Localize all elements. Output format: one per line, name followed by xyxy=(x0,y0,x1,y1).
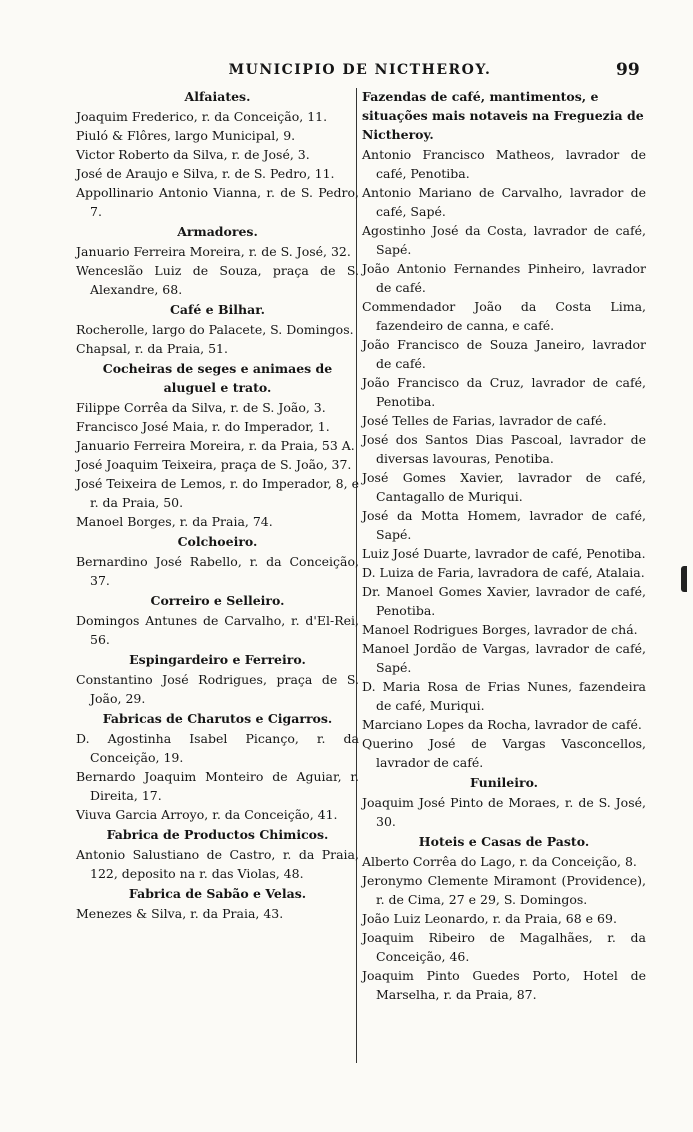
directory-entry: José Gomes Xavier, lavrador de café, Cantagallo de Muriqui. xyxy=(362,470,646,504)
section-heading: Colchoeiro. xyxy=(177,534,258,549)
directory-entry: Jeronymo Clemente Miramont (Providence), r. de Cima, 27 e 29, S. Domingos. xyxy=(362,873,646,907)
section-heading: Fabrica de Productos Chimicos. xyxy=(106,827,329,842)
directory-entry: Constantino José Rodrigues, praça de S. João, 29. xyxy=(76,672,359,706)
left-column xyxy=(76,86,359,923)
section-heading: Correiro e Selleiro. xyxy=(150,593,285,608)
directory-entry: Appollinario Antonio Vianna, r. de S. Pedro, 7. xyxy=(76,185,359,219)
directory-entry: Luiz José Duarte, lavrador de café, Penotiba. xyxy=(362,546,646,561)
directory-entry: Domingos Antunes de Carvalho, r. d'El-Rei, 56. xyxy=(76,613,359,647)
section-heading: Espingardeiro e Ferreiro. xyxy=(129,652,306,667)
directory-entry: Marciano Lopes da Rocha, lavrador de café. xyxy=(362,717,642,732)
directory-entry: Joaquim Frederico, r. da Conceição, 11. xyxy=(76,109,328,124)
directory-entry: Januario Ferreira Moreira, r. de S. José, 32. xyxy=(76,244,351,259)
directory-entry: Commendador João da Costa Lima, fazendeiro de canna, e café. xyxy=(362,299,646,333)
section-heading: Fabricas de Charutos e Cigarros. xyxy=(102,711,333,726)
directory-entry: João Francisco de Souza Janeiro, lavrador de café. xyxy=(362,337,646,371)
directory-entry: Antonio Salustiano de Castro, r. da Praia, 122, deposito na r. das Violas, 48. xyxy=(76,847,359,881)
directory-entry: Alberto Corrêa do Lago, r. da Conceição, 8. xyxy=(362,854,637,869)
directory-entry: Chapsal, r. da Praia, 51. xyxy=(76,341,228,356)
section-heading: Fabrica de Sabão e Velas. xyxy=(128,886,307,901)
directory-entry: José Teixeira de Lemos, r. do Imperador, 8, e r. da Praia, 50. xyxy=(76,476,359,510)
directory-entry: Joaquim José Pinto de Moraes, r. de S. José, 30. xyxy=(362,795,646,829)
section-heading: Cocheiras de seges e animaes de aluguel e trato. xyxy=(102,361,333,395)
directory-entry: Dr. Manoel Gomes Xavier, lavrador de café, Penotiba. xyxy=(362,584,646,618)
directory-entry: José de Araujo e Silva, r. de S. Pedro, 11. xyxy=(76,166,335,181)
directory-entry: José Telles de Farias, lavrador de café. xyxy=(362,413,607,428)
directory-entry: Agostinho José da Costa, lavrador de café, Sapé. xyxy=(362,223,646,257)
directory-entry: João Francisco da Cruz, lavrador de café, Penotiba. xyxy=(362,375,646,409)
directory-entry: Victor Roberto da Silva, r. de José, 3. xyxy=(76,147,310,162)
directory-entry: Januario Ferreira Moreira, r. da Praia, 53 A. xyxy=(76,438,355,453)
directory-entry: Wenceslão Luiz de Souza, praça de S. Alexandre, 68. xyxy=(76,263,359,297)
directory-entry: Bernardo Joaquim Monteiro de Aguiar, r. Direita, 17. xyxy=(76,769,359,803)
section-heading: Armadores. xyxy=(177,224,258,239)
section-heading: Funileiro. xyxy=(469,775,539,790)
directory-entry: João Luiz Leonardo, r. da Praia, 68 e 69. xyxy=(362,911,617,926)
page-title: MUNICIPIO DE NICTHEROY. xyxy=(228,62,492,78)
section-heading: Alfaiates. xyxy=(184,89,251,104)
directory-entry: José dos Santos Dias Pascoal, lavrador de diversas lavouras, Penotiba. xyxy=(362,432,646,466)
directory-entry: D. Maria Rosa de Frias Nunes, fazendeira de café, Muriqui. xyxy=(362,679,646,713)
right-column xyxy=(362,86,646,1004)
directory-entry: Bernardino José Rabello, r. da Conceição, 37. xyxy=(76,554,359,588)
directory-entry: Viuva Garcia Arroyo, r. da Conceição, 41. xyxy=(76,807,338,822)
section-heading: Fazendas de café, mantimentos, e situações mais notaveis na Freguezia de Nictheroy. xyxy=(362,89,644,142)
section-heading: Café e Bilhar. xyxy=(169,302,266,317)
section-heading: Hoteis e Casas de Pasto. xyxy=(418,834,590,849)
page-edge-mark xyxy=(681,566,687,592)
page-number: 99 xyxy=(616,60,640,80)
directory-entry: José Joaquim Teixeira, praça de S. João, 37. xyxy=(76,457,352,472)
directory-entry: Antonio Francisco Matheos, lavrador de café, Penotiba. xyxy=(362,147,646,181)
directory-entry: Manoel Rodrigues Borges, lavrador de chá. xyxy=(362,622,638,637)
directory-entry: D. Agostinha Isabel Picanço, r. da Conceição, 19. xyxy=(76,731,359,765)
directory-entry: Francisco José Maia, r. do Imperador, 1. xyxy=(76,419,330,434)
directory-entry: Manoel Borges, r. da Praia, 74. xyxy=(76,514,273,529)
directory-entry: D. Luiza de Faria, lavradora de café, Atalaia. xyxy=(362,565,645,580)
directory-entry: Antonio Mariano de Carvalho, lavrador de café, Sapé. xyxy=(362,185,646,219)
directory-entry: João Antonio Fernandes Pinheiro, lavrador de café. xyxy=(362,261,646,295)
directory-entry: José da Motta Homem, lavrador de café, Sapé. xyxy=(362,508,646,542)
directory-entry: Rocherolle, largo do Palacete, S. Domingos. xyxy=(76,322,354,337)
directory-entry: Filippe Corrêa da Silva, r. de S. João, 3. xyxy=(76,400,326,415)
directory-entry: Manoel Jordão de Vargas, lavrador de café, Sapé. xyxy=(362,641,646,675)
directory-entry: Joaquim Pinto Guedes Porto, Hotel de Marselha, r. da Praia, 87. xyxy=(362,968,646,1002)
directory-entry: Querino José de Vargas Vasconcellos, lavrador de café. xyxy=(362,736,646,770)
directory-entry: Joaquim Ribeiro de Magalhães, r. da Conceição, 46. xyxy=(362,930,646,964)
directory-entry: Menezes & Silva, r. da Praia, 43. xyxy=(76,906,284,921)
directory-entry: Piuló & Flôres, largo Municipal, 9. xyxy=(76,128,296,143)
